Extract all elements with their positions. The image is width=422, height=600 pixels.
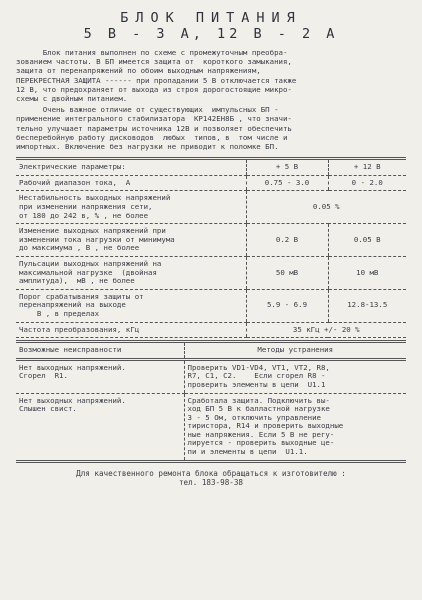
column-header-12v: + 12 В (328, 159, 406, 176)
param-value-5v: 0.75 - 3.0 (246, 175, 328, 191)
faults-header-row (16, 342, 406, 360)
table-row (16, 191, 406, 224)
table-row (16, 224, 406, 257)
footer (16, 469, 406, 487)
parameters-header-row (16, 159, 406, 176)
param-value-12v: 12.8-13.5 (328, 289, 406, 322)
document-subtitle: 5 В - 3 А, 12 В - 2 А (83, 26, 339, 42)
table-row (16, 175, 406, 191)
param-label: Нестабильность выходных напряжений при изменении напряжения сети, от 180 до 242 в, % , не более (16, 191, 246, 224)
param-value-12v: 0.05 В (328, 224, 406, 257)
param-value-5v: 50 мВ (246, 256, 328, 289)
document-title: БЛОК ПИТАНИЯ (120, 10, 302, 26)
param-label: Рабочий диапазон тока, А (16, 175, 246, 191)
table-row (16, 393, 406, 461)
fault-remedy: Проверить VD1-VD4, VT1, VT2, R8, R7, C1, C2. Если сгорел R8 - проверить элементы в цепи U1.1 (184, 359, 406, 393)
param-value-merged: 0.05 % (246, 191, 406, 224)
fault-description: Нет выходных напряжений. Сгорел R1. (16, 359, 184, 393)
table-row (16, 256, 406, 289)
table-row (16, 359, 406, 393)
param-value-merged: 35 кГц +/- 20 % (246, 322, 406, 338)
param-label: Порог срабатывания защиты от перенапряжений на выходе В , в пределах (16, 289, 246, 322)
faults-header-fix: Методы устранения (184, 342, 406, 360)
parameters-header-label: Электрические параметры: (16, 159, 246, 176)
param-value-5v: 0.2 В (246, 224, 328, 257)
param-label: Частота преобразования, кГц (16, 322, 246, 338)
param-label: Пульсации выходных напряжений на максимальной нагрузке (двойная амплитуда), мВ , не более (16, 256, 246, 289)
param-value-5v: 5.9 - 6.9 (246, 289, 328, 322)
intro-paragraph: Блок питания выполнен по схеме с промежуточным преобра- зованием частоты. В БП имеется защита от короткого замыкания, защита от перенапряжений по обоим выходным напряжениям, ПЕРЕКРЕСТНАЯ ЗАЩИТА ------ при пропадании 5 В отключается также 12 В, что предохраняет от выхода из строя дорогостоящие микро- схемы с двойным питанием. (16, 48, 297, 104)
footer-phone: тел. 183-98-38 (178, 477, 243, 487)
fault-remedy: Сработала защита. Подключить вы- ход БП 5 В к балластной нагрузке 3 - 5 Ом, отключить управление тиристора, R14 и проверить выходные ные напряжения. Если 5 В не регу- лируется - проверить выходные це- пи и элементы в цепи U1.1. (184, 393, 406, 461)
faults-table (16, 340, 406, 463)
table-row (16, 322, 406, 338)
fault-description: Нет выходных напряжений. Слышен свист. (16, 393, 184, 461)
column-header-5v: + 5 В (246, 159, 328, 176)
param-label: Изменение выходных напряжений при изменении тока нагрузки от минимума до максимума , В , не более (16, 224, 246, 257)
param-value-12v: 0 - 2.0 (328, 175, 406, 191)
footer-contact-text: Для качественного ремонта блока обращаться к изготовителю : (76, 468, 346, 478)
param-value-12v: 10 мВ (328, 256, 406, 289)
faults-header-fault: Возможные неисправности (16, 342, 184, 360)
parameters-table (16, 157, 406, 338)
feature-paragraph: Очень важное отличие от существующих импульсных БП - применение интегрального стабилизатора КР142ЕН8Б , что значи- тельно улучшает параметры источника 12В и позволяет обеспечить бесперебойную работу дисководов любых типов, в том числе и импортных. Включение без нагрузки не приводит к поломке БП. (16, 105, 292, 152)
table-row (16, 289, 406, 322)
